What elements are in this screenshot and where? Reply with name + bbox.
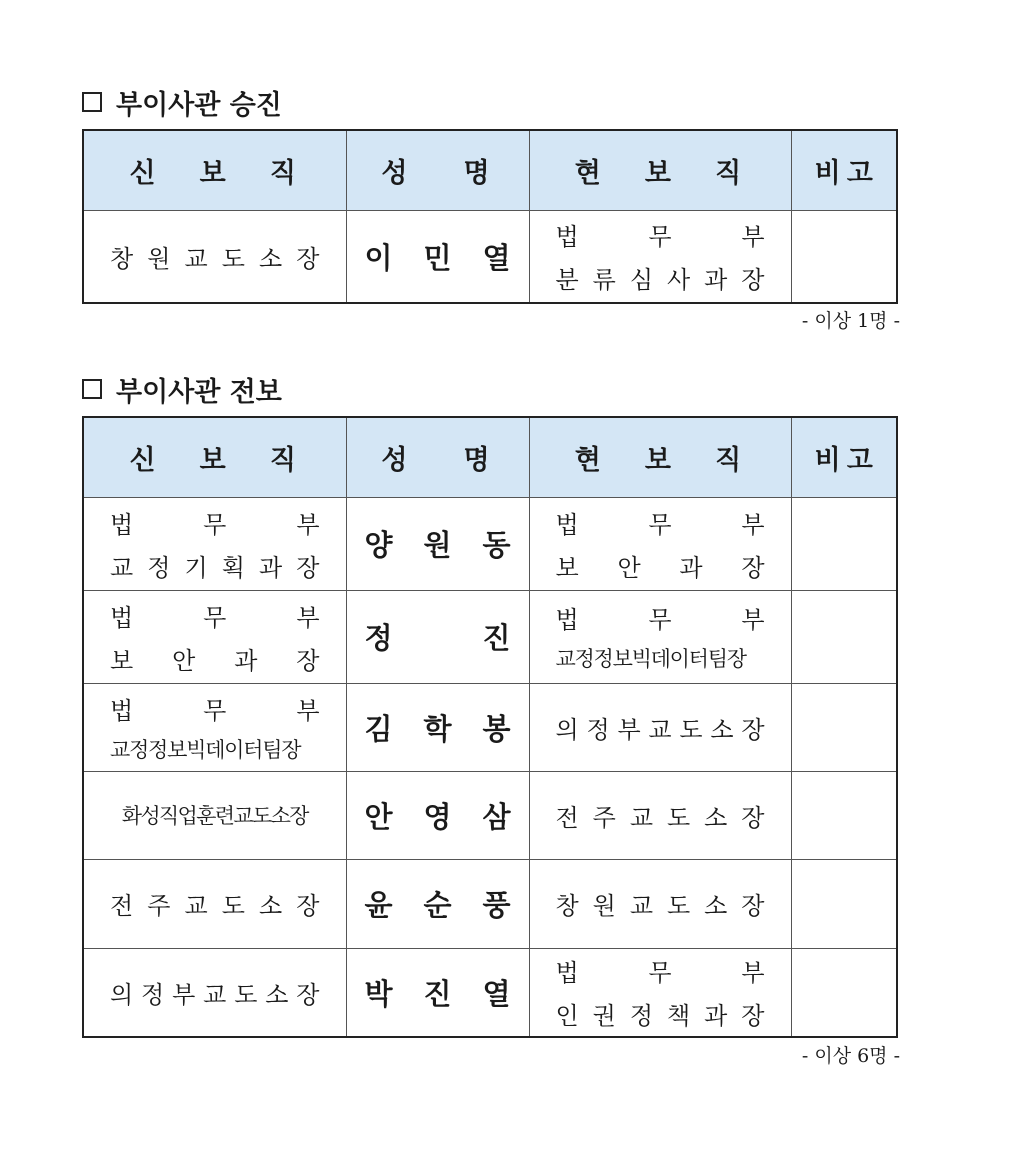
cell-new-position (83, 590, 346, 683)
checkbox-square-icon (82, 92, 102, 112)
text-line: 의 정 부 교 도 소 장 (555, 715, 765, 744)
cell-remarks (791, 859, 897, 948)
section-title-text: 부이사관 전보 (116, 376, 282, 408)
table-row (83, 859, 897, 948)
header-text: 성 명 (381, 444, 494, 476)
cell-remarks (791, 497, 897, 590)
header-text: 현 보 직 (574, 444, 746, 476)
header-name (346, 130, 529, 210)
cell-new-position (83, 859, 346, 948)
text-line: 인 권 정 책 과 장 (555, 1002, 765, 1031)
person-name: 안 영 삼 (364, 799, 511, 834)
header-text: 성 명 (381, 157, 494, 189)
cell-new-position (83, 497, 346, 590)
header-text: 현 보 직 (574, 157, 746, 189)
header-current-position (529, 417, 791, 497)
cell-new-position (83, 771, 346, 859)
text-line: 법 무 부 (110, 603, 320, 632)
text-line: 법 무 부 (110, 510, 320, 539)
cell-current-position (529, 497, 791, 590)
text-line: 교정정보빅데이터팀장 (110, 737, 301, 762)
header-current-position (529, 130, 791, 210)
header-text: 비 고 (814, 444, 873, 476)
cell-remarks (791, 210, 897, 303)
table-row (83, 683, 897, 771)
cell-current-position (529, 771, 791, 859)
header-text: 비 고 (814, 157, 873, 189)
person-name: 정 진 (364, 621, 511, 655)
header-remarks (791, 130, 897, 210)
person-name: 이 민 열 (364, 240, 511, 275)
cell-current-position (529, 859, 791, 948)
section-title-text: 부이사관 승진 (116, 89, 282, 121)
checkbox-square-icon (82, 379, 102, 399)
total-count: - 이상 6명 - (801, 1045, 900, 1067)
person-name: 박 진 열 (364, 976, 511, 1011)
text-line: 전 주 교 도 소 장 (555, 803, 765, 832)
cell-new-position (83, 683, 346, 771)
header-text: 신 보 직 (129, 444, 300, 476)
person-name: 윤 순 풍 (364, 888, 511, 922)
text-line: 법 무 부 (555, 606, 765, 634)
cell-name (346, 497, 529, 590)
text-line: 전 주 교 도 소 장 (110, 892, 320, 920)
table-row (83, 771, 897, 859)
header-name (346, 417, 529, 497)
transfer-table (82, 416, 898, 1038)
cell-name (346, 771, 529, 859)
section-title-transfer (82, 369, 282, 409)
cell-current-position (529, 210, 791, 303)
table-row (83, 210, 897, 303)
header-text: 신 보 직 (129, 157, 300, 189)
cell-current-position (529, 590, 791, 683)
text-line: 분 류 심 사 과 장 (555, 266, 765, 295)
table-row (83, 497, 897, 590)
cell-current-position (529, 683, 791, 771)
cell-remarks (791, 590, 897, 683)
table-row (83, 590, 897, 683)
text-line: 교정정보빅데이터팀장 (555, 647, 746, 671)
text-line: 법 무 부 (555, 510, 765, 539)
header-new-position (83, 417, 346, 497)
total-count: - 이상 1명 - (801, 310, 900, 332)
text-line: 창 원 교 도 소 장 (110, 244, 320, 273)
cell-name (346, 948, 529, 1037)
text-line: 법 무 부 (110, 696, 320, 725)
table-header-row (83, 417, 897, 497)
text-line: 보 안 과 장 (110, 646, 320, 675)
cell-current-position (529, 948, 791, 1037)
header-new-position (83, 130, 346, 210)
text-line: 법 무 부 (555, 959, 765, 988)
text-line: 교 정 기 획 과 장 (110, 553, 320, 582)
text-line: 법 무 부 (555, 223, 765, 252)
cell-name (346, 590, 529, 683)
cell-remarks (791, 683, 897, 771)
cell-new-position (83, 210, 346, 303)
header-remarks (791, 417, 897, 497)
cell-name (346, 859, 529, 948)
text-line: 창 원 교 도 소 장 (555, 892, 765, 920)
person-name: 양 원 동 (364, 528, 511, 562)
text-line: 의 정 부 교 도 소 장 (110, 980, 320, 1009)
cell-remarks (791, 948, 897, 1037)
section-title-promotion (82, 82, 282, 122)
cell-remarks (791, 771, 897, 859)
person-name: 김 학 봉 (364, 711, 511, 746)
promotion-table (82, 129, 898, 304)
cell-new-position (83, 948, 346, 1037)
table-row (83, 948, 897, 1037)
text-line: 보 안 과 장 (555, 553, 765, 582)
table-header-row (83, 130, 897, 210)
text-line: 화성직업훈련교도소장 (121, 804, 308, 828)
cell-name (346, 683, 529, 771)
cell-name (346, 210, 529, 303)
